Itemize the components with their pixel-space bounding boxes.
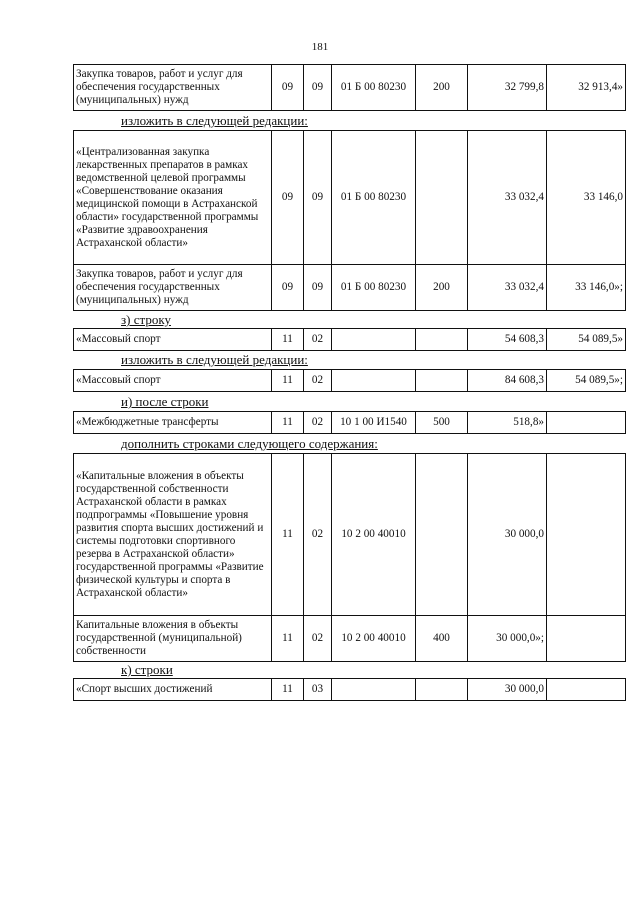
section-code: 11 <box>272 329 304 351</box>
row-name: Капитальные вложения в объекты государственной (муниципальной) собственности <box>74 616 272 662</box>
table-row <box>74 412 626 434</box>
budget-table <box>73 411 626 434</box>
amount-year-1: 33 032,4 <box>468 265 547 311</box>
section-code: 09 <box>272 65 304 111</box>
row-name: «Централизованная закупка лекарственных препаратов в рамках ведомственной целевой программы «Совершенствование оказания медицинской помощи в Астраханской области» государственной программы «Развитие здравоохранения Астраханской области» <box>74 131 272 265</box>
section-code: 09 <box>272 265 304 311</box>
table-row <box>74 329 626 351</box>
subsection-code: 09 <box>304 131 332 265</box>
table-row <box>74 65 626 111</box>
instruction-text: дополнить строками следующего содержания: <box>121 436 378 451</box>
row-name: Закупка товаров, работ и услуг для обеспечения государственных (муниципальных) нужд <box>74 265 272 311</box>
instruction-text: изложить в следующей редакции: <box>121 352 308 367</box>
amount-year-1: 30 000,0»; <box>468 616 547 662</box>
amount-year-1: 30 000,0 <box>468 679 547 701</box>
target-article-code: 10 2 00 40010 <box>332 616 416 662</box>
section-code: 11 <box>272 370 304 392</box>
expense-type-code <box>416 370 468 392</box>
target-article-code <box>332 370 416 392</box>
table-row <box>74 370 626 392</box>
table-row <box>74 131 626 265</box>
expense-type-code: 500 <box>416 412 468 434</box>
expense-type-code <box>416 329 468 351</box>
expense-type-code: 200 <box>416 265 468 311</box>
table-row <box>74 616 626 662</box>
target-article-code <box>332 679 416 701</box>
instruction-text: изложить в следующей редакции: <box>121 113 308 128</box>
subsection-code: 02 <box>304 329 332 351</box>
expense-type-code <box>416 131 468 265</box>
budget-table <box>73 369 626 392</box>
row-name: «Капитальные вложения в объекты государственной собственности Астраханской области в рамках подпрограммы «Повышение уровня развития спорта высших достижений и системы подготовки спортивного резерва в Астраханской области» государственной программы «Развитие физической культуры и спорта в Астраханской области» <box>74 454 272 616</box>
target-article-code: 10 1 00 И1540 <box>332 412 416 434</box>
amount-year-1: 54 608,3 <box>468 329 547 351</box>
subsection-code: 02 <box>304 412 332 434</box>
row-name: «Массовый спорт <box>74 370 272 392</box>
budget-table <box>73 328 626 351</box>
amount-year-2 <box>547 616 626 662</box>
budget-table <box>73 130 626 311</box>
amount-year-2: 32 913,4» <box>547 65 626 111</box>
table-row <box>74 454 626 616</box>
budget-table <box>73 453 626 662</box>
target-article-code: 01 Б 00 80230 <box>332 265 416 311</box>
subsection-code: 09 <box>304 65 332 111</box>
row-name: Закупка товаров, работ и услуг для обеспечения государственных (муниципальных) нужд <box>74 65 272 111</box>
amount-year-2: 54 089,5» <box>547 329 626 351</box>
target-article-code: 10 2 00 40010 <box>332 454 416 616</box>
subsection-code: 03 <box>304 679 332 701</box>
row-name: «Массовый спорт <box>74 329 272 351</box>
section-code: 11 <box>272 616 304 662</box>
amount-year-2 <box>547 679 626 701</box>
row-name: «Межбюджетные трансферты <box>74 412 272 434</box>
instruction-text: и) после строки <box>121 394 209 409</box>
amount-year-2: 54 089,5»; <box>547 370 626 392</box>
expense-type-code <box>416 679 468 701</box>
section-code: 11 <box>272 679 304 701</box>
subsection-code: 02 <box>304 616 332 662</box>
table-row <box>74 265 626 311</box>
subsection-code: 02 <box>304 370 332 392</box>
instruction-text: з) строку <box>121 312 171 327</box>
section-code: 11 <box>272 412 304 434</box>
amount-year-2: 33 146,0»; <box>547 265 626 311</box>
amount-year-1: 518,8» <box>468 412 547 434</box>
page-number: 181 <box>311 41 329 53</box>
expense-type-code <box>416 454 468 616</box>
budget-table <box>73 678 626 701</box>
amount-year-1: 32 799,8 <box>468 65 547 111</box>
amount-year-1: 84 608,3 <box>468 370 547 392</box>
target-article-code <box>332 329 416 351</box>
target-article-code: 01 Б 00 80230 <box>332 131 416 265</box>
target-article-code: 01 Б 00 80230 <box>332 65 416 111</box>
amount-year-2: 33 146,0 <box>547 131 626 265</box>
expense-type-code: 200 <box>416 65 468 111</box>
amount-year-2 <box>547 412 626 434</box>
subsection-code: 09 <box>304 265 332 311</box>
amount-year-1: 30 000,0 <box>468 454 547 616</box>
amount-year-2 <box>547 454 626 616</box>
section-code: 11 <box>272 454 304 616</box>
expense-type-code: 400 <box>416 616 468 662</box>
section-code: 09 <box>272 131 304 265</box>
row-name: «Спорт высших достижений <box>74 679 272 701</box>
instruction-text: к) строки <box>121 662 173 677</box>
table-row <box>74 679 626 701</box>
amount-year-1: 33 032,4 <box>468 131 547 265</box>
budget-table <box>73 64 626 111</box>
subsection-code: 02 <box>304 454 332 616</box>
